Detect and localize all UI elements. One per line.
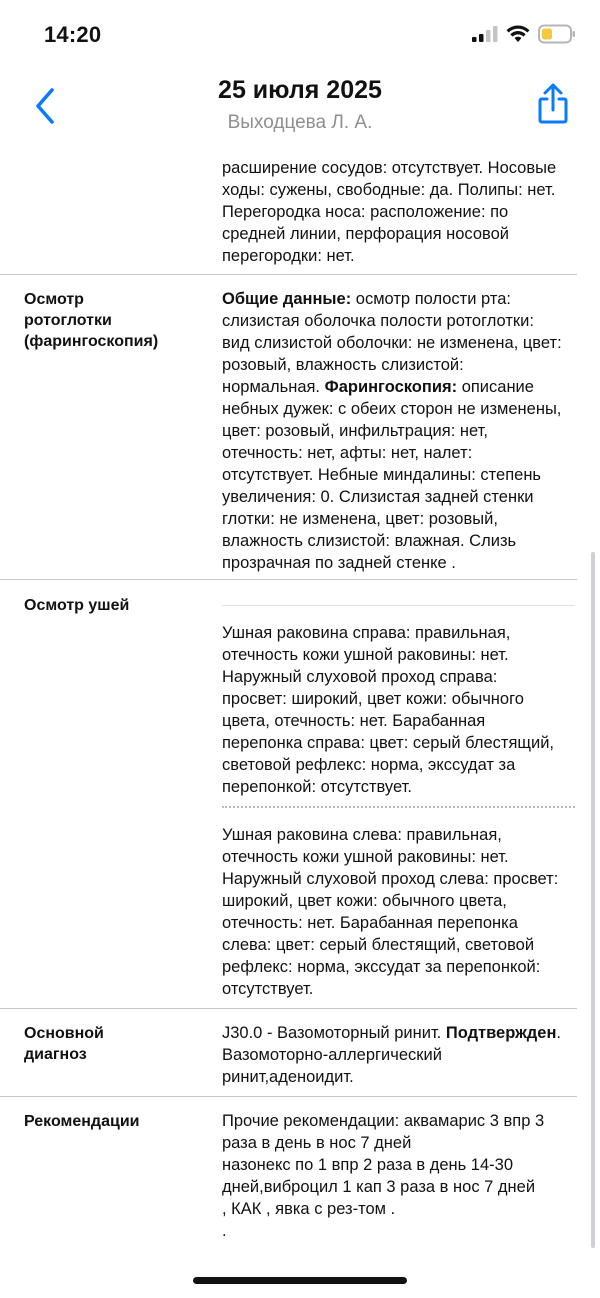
nose-exam-tail — [222, 157, 582, 267]
text-line: Прочие рекомендации: аквамарис 3 впр 3 — [222, 1112, 545, 1130]
text-line: розовый, влажность слизистой: — [222, 356, 464, 374]
text-line: отечность кожи ушной раковины: нет. — [222, 848, 509, 866]
text-line: ринит,аденоидит. — [222, 1068, 354, 1086]
text-line: Вазомоторно-аллергический — [222, 1046, 442, 1064]
recommendations-label: Рекомендации — [24, 1113, 140, 1130]
diagnosis-code: J30.0 - Вазомоторный ринит. — [222, 1024, 446, 1042]
diagnosis-value — [222, 1022, 582, 1088]
text-line: ходы: сужены, свободные: да. Полипы: нет. — [222, 181, 556, 199]
pharynx-label — [24, 289, 158, 352]
text-span: . — [556, 1024, 562, 1042]
text-line: просвет: широкий, цвет кожи: обычного — [222, 690, 524, 708]
section-divider — [0, 579, 577, 580]
status-time: 14:20 — [44, 22, 102, 47]
text-line: глотки: не изменена, цвет: розовый, — [222, 510, 498, 528]
text-span: осмотр полости рта: — [351, 290, 511, 308]
diagnosis-status: Подтвержден — [445, 1024, 557, 1042]
text-line: световой рефлекс: норма, экссудат за — [222, 756, 516, 774]
battery-icon — [538, 24, 576, 44]
label-line: (фарингоскопия) — [24, 333, 159, 350]
status-bar — [0, 0, 600, 70]
text-line: Перегородка носа: расположение: по — [222, 203, 509, 221]
text-line: , КАК , явка с рез-том . — [222, 1200, 396, 1218]
text-line: небных дужек: с обеих сторон не изменены, — [222, 400, 562, 418]
pharyngoscopy-heading: Фарингоскопия: — [324, 378, 458, 396]
text-line: увеличения: 0. Слизистая задней стенки — [222, 488, 534, 506]
share-icon[interactable] — [536, 82, 570, 126]
home-indicator[interactable] — [193, 1277, 407, 1284]
text-line: перегородки: нет. — [222, 247, 355, 265]
general-heading: Общие данные: — [222, 290, 352, 308]
text-line: Ушная раковина слева: правильная, — [222, 826, 502, 844]
text-line: отсутствует. Небные миндалины: степень — [222, 466, 542, 484]
section-divider — [0, 1096, 577, 1097]
page-title: 25 июля 2025 — [218, 76, 382, 104]
scrollbar[interactable] — [591, 552, 595, 1248]
text-line: Наружный слуховой проход слева: просвет: — [222, 870, 559, 888]
label-line: диагноз — [24, 1046, 87, 1063]
text-line: вид слизистой оболочки: не изменена, цвет: — [222, 334, 562, 352]
nav-header — [0, 70, 600, 160]
text-span: описание — [457, 378, 534, 396]
text-line: Наружный слуховой проход справа: — [222, 668, 498, 686]
text-span: нормальная. — [222, 378, 325, 396]
right-ear-text — [222, 622, 582, 798]
text-line: назонекс по 1 впр 2 раза в день 14-30 — [222, 1156, 514, 1174]
text-line: . — [222, 1222, 227, 1240]
left-ear-text — [222, 824, 582, 1000]
text-line: цвета, отечность: нет. Барабанная — [222, 712, 486, 730]
label-line: Осмотр — [24, 291, 84, 308]
text-line: влажность слизистой: влажная. Слизь — [222, 532, 517, 550]
section-divider — [0, 1008, 577, 1009]
text-line: дней,виброцил 1 кап 3 раза в нос 7 дней — [222, 1178, 536, 1196]
text-line: слизистая оболочка полости ротоглотки: — [222, 312, 534, 330]
patient-subtitle: Выходцева Л. А. — [227, 112, 373, 133]
text-line: Ушная раковина справа: правильная, — [222, 624, 511, 642]
ears-label: Осмотр ушей — [24, 597, 130, 614]
ear-separator-dotted — [222, 806, 575, 808]
text-line: расширение сосудов: отсутствует. Носовые — [222, 159, 557, 177]
recommendations-value — [222, 1110, 582, 1242]
section-divider — [0, 274, 577, 275]
text-line: отечность кожи ушной раковины: нет. — [222, 646, 509, 664]
label-line: Основной — [24, 1025, 104, 1042]
text-line: средней линии, перфорация носовой — [222, 225, 509, 243]
text-line: широкий, цвет кожи: обычного цвета, — [222, 892, 507, 910]
text-line: раза в день в нос 7 дней — [222, 1134, 412, 1152]
signal-icon — [472, 26, 498, 42]
ears-top-rule — [222, 605, 575, 606]
text-line: отечность: нет. Барабанная перепонка — [222, 914, 518, 932]
text-line: отечность: нет, афты: нет, налет: — [222, 444, 473, 462]
text-line: рефлекс: норма, экссудат за перепонкой: — [222, 958, 541, 976]
wifi-icon — [506, 25, 530, 43]
status-icons — [472, 24, 576, 44]
text-line: перепонка справа: цвет: серый блестящий, — [222, 734, 554, 752]
text-line: слева: цвет: серый блестящий, световой — [222, 936, 535, 954]
diagnosis-label — [24, 1023, 104, 1065]
text-line: цвет: розовый, инфильтрация: нет, — [222, 422, 488, 440]
text-line: прозрачная по задней стенке . — [222, 554, 456, 572]
label-line: ротоглотки — [24, 312, 112, 329]
text-line: отсутствует. — [222, 980, 314, 998]
pharynx-value — [222, 288, 582, 574]
text-line: перепонкой: отсутствует. — [222, 778, 412, 796]
